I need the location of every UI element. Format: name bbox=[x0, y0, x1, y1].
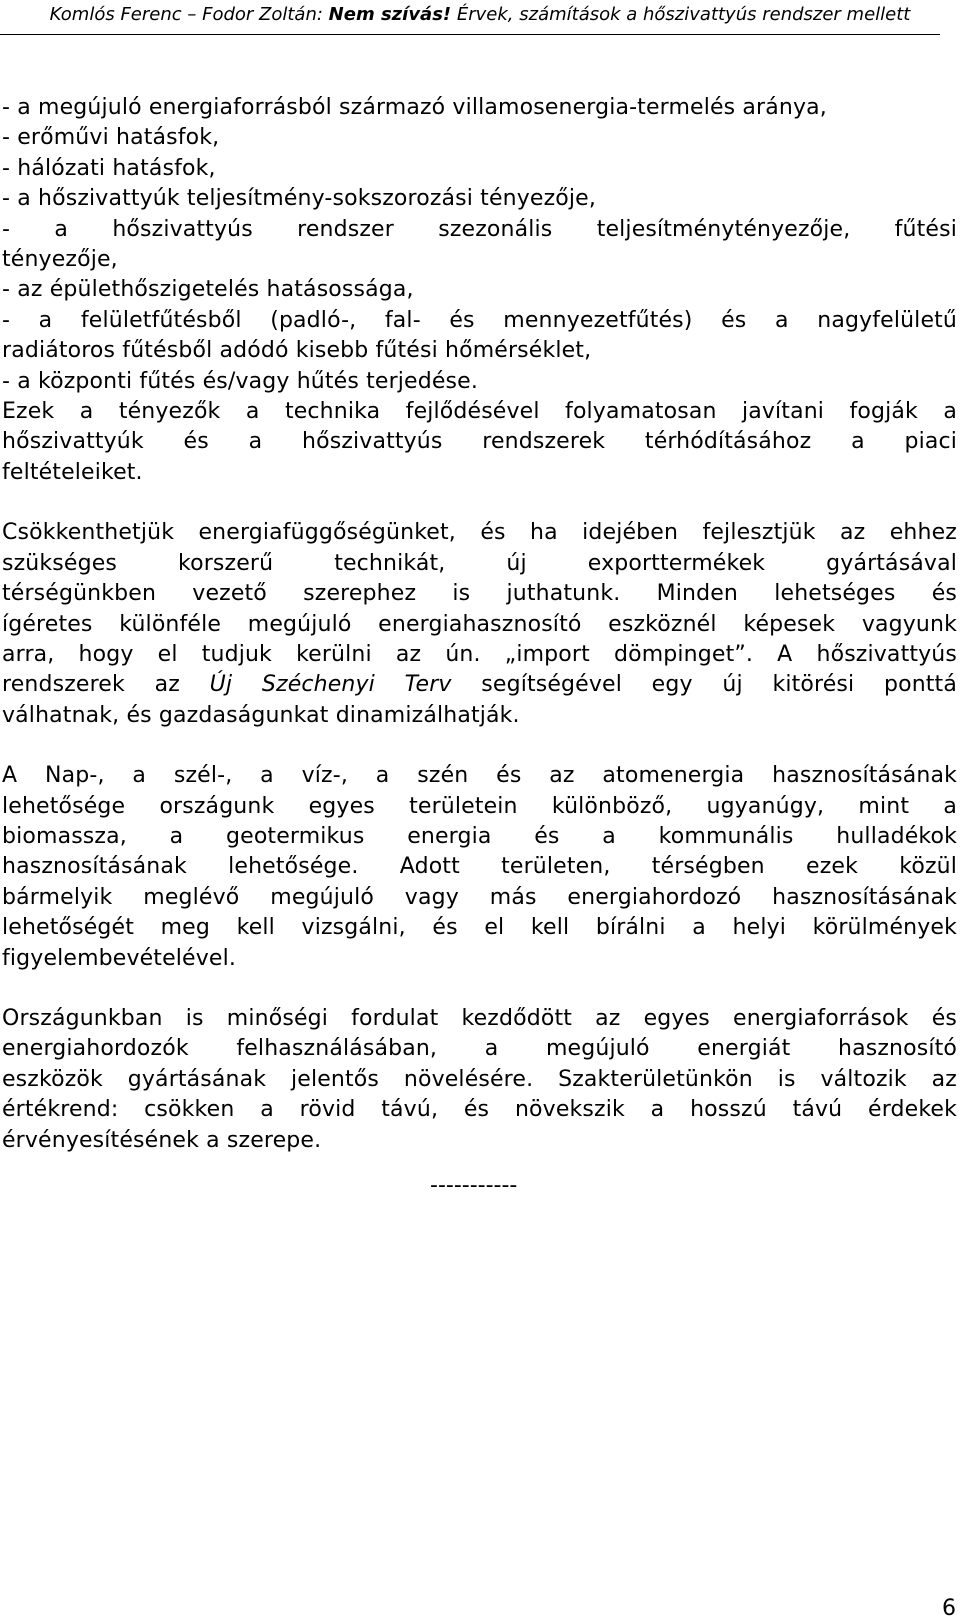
paragraph-line: Csökkenthetjük energiafüggőségünket, és ha idejében fejlesztjük az ehhez bbox=[2, 520, 957, 546]
paragraph-line: lehetőségét meg kell vizsgálni, és el kell bírálni a helyi körülmények bbox=[2, 915, 957, 941]
header-rule bbox=[0, 34, 940, 35]
list-item: - a központi fűtés és/vagy hűtés terjedése. bbox=[2, 368, 478, 394]
factor-list bbox=[2, 93, 957, 397]
list-item: - a felületfűtésből (padló-, fal- és mennyezetfűtés) és a nagyfelületű bbox=[2, 307, 957, 333]
header-title: Nem szívás! bbox=[328, 4, 452, 25]
paragraph-line: térségünkben vezető szerephez is juthatunk. Minden lehetséges és bbox=[2, 581, 957, 607]
paragraph-line: A Nap-, a szél-, a víz-, a szén és az atomenergia hasznosításának bbox=[2, 763, 957, 789]
section-separator: ----------- bbox=[430, 1173, 518, 1198]
list-item: - hálózati hatásfok, bbox=[2, 155, 216, 181]
paragraph-line: eszközök gyártásának jelentős növelésére. Szakterületünkön is változik az bbox=[2, 1066, 957, 1092]
paragraph-line: érvényesítésének a szerepe. bbox=[2, 1127, 322, 1153]
paragraph-line: értékrend: csökken a rövid távú, és növekszik a hosszú távú érdekek bbox=[2, 1097, 957, 1123]
paragraph-line bbox=[2, 670, 957, 700]
list-item: - a hőszivattyús rendszer szezonális teljesítménytényezője, fűtési bbox=[2, 216, 957, 242]
header-subtitle: Érvek, számítások a hőszivattyús rendszer mellett bbox=[456, 4, 911, 25]
paragraph-factors-summary bbox=[2, 397, 957, 488]
plan-name: Új Széchenyi Terv bbox=[209, 672, 452, 698]
paragraph-energy-sources bbox=[2, 761, 957, 974]
paragraph-line: szükséges korszerű technikát, új exporttermékek gyártásával bbox=[2, 550, 957, 576]
list-item: - a hőszivattyúk teljesítmény-sokszorozási tényezője, bbox=[2, 186, 596, 212]
list-item: - erőművi hatásfok, bbox=[2, 125, 220, 151]
paragraph-line: lehetősége országunk egyes területein különböző, ugyanúgy, mint a bbox=[2, 793, 957, 819]
paragraph-line: arra, hogy el tudjuk kerülni az ún. „import dömpinget”. A hőszivattyús bbox=[2, 641, 957, 667]
paragraph-line: hasznosításának lehetősége. Adott területen, térségben ezek közül bbox=[2, 854, 957, 880]
paragraph-energy-dependence bbox=[2, 518, 957, 731]
list-item: radiátoros fűtésből adódó kisebb fűtési hőmérséklet, bbox=[2, 338, 592, 364]
header-authors: Komlós Ferenc – Fodor Zoltán: bbox=[49, 4, 323, 25]
paragraph-line: biomassza, a geotermikus energia és a kommunális hulladékok bbox=[2, 823, 957, 849]
paragraph-line: energiahordozók felhasználásában, a megújuló energiát hasznosító bbox=[2, 1036, 957, 1062]
paragraph-line: Országunkban is minőségi fordulat kezdődött az egyes energiaforrások és bbox=[2, 1005, 957, 1031]
document-body bbox=[2, 93, 957, 1156]
paragraph-line: bármelyik meglévő megújuló vagy más energiahordozó hasznosításának bbox=[2, 884, 957, 910]
paragraph-line: ígéretes különféle megújuló energiahasznosító eszköznél képesek vagyunk bbox=[2, 611, 957, 637]
paragraph-line: hőszivattyúk és a hőszivattyús rendszerek térhódításához a piaci bbox=[2, 429, 957, 455]
list-item: - a megújuló energiaforrásból származó villamosenergia-termelés aránya, bbox=[2, 95, 827, 120]
list-item: - az épülethőszigetelés hatásossága, bbox=[2, 277, 414, 303]
paragraph-line: válhatnak, és gazdaságunkat dinamizálhatják. bbox=[2, 702, 520, 728]
paragraph-quality-turn bbox=[2, 1004, 957, 1156]
text-run: segítségével egy új kitörési ponttá bbox=[481, 672, 957, 698]
page-number: 6 bbox=[942, 1596, 956, 1621]
list-item: tényezője, bbox=[2, 247, 118, 273]
paragraph-line: feltételeiket. bbox=[2, 459, 143, 485]
text-run: rendszerek az bbox=[2, 672, 180, 698]
page-header bbox=[0, 2, 960, 28]
paragraph-line: figyelembevételével. bbox=[2, 945, 236, 971]
paragraph-line: Ezek a tényezők a technika fejlődésével folyamatosan javítani fogják a bbox=[2, 399, 957, 425]
